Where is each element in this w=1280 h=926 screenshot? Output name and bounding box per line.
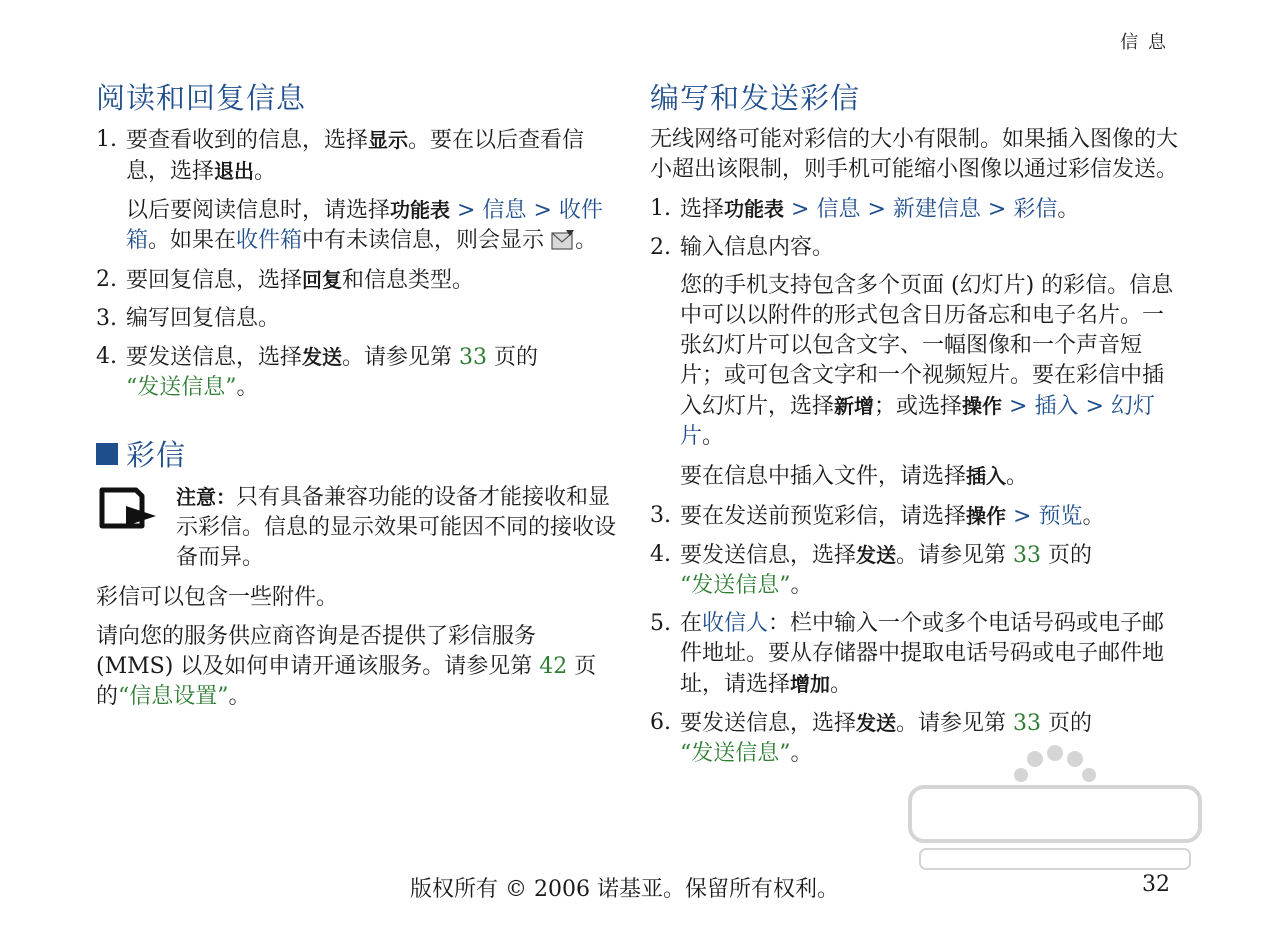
heading-compose-mms: 编写和发送彩信 bbox=[650, 81, 861, 115]
menu-path-link: 收件箱 bbox=[126, 198, 603, 253]
watermark-logo bbox=[905, 745, 1205, 879]
list-item: 3. 要在发送前预览彩信，请选择操作 > 预览。 bbox=[650, 503, 1105, 529]
list-item: 2. 要回复信息，选择回复和信息类型。 bbox=[96, 267, 475, 293]
menu-path-link: 插入 bbox=[1034, 394, 1079, 419]
page-reference: 33 bbox=[1013, 543, 1042, 568]
menu-path-link: 彩信 bbox=[1013, 197, 1058, 222]
list-item: 5. 在收信人：栏中输入一个或多个电话号码或电子邮件地址。要从存储器中提取电话号码或电子邮件地址，请选择增加。 bbox=[650, 611, 1165, 697]
list-item-paragraph: 您的手机支持包含多个页面 (幻灯片) 的彩信。信息中可以以附件的形式包含日历备忘和电子名片。一张幻灯片可以包含文字、一幅图像和一个声音短片；或可包含文字和一个视频短片。要在彩信中插入幻灯片，选择新增；或选择操作 > 插入 > 幻灯片。 bbox=[680, 273, 1174, 449]
page-reference: 42 bbox=[539, 654, 568, 679]
list-item: 4. 要发送信息，选择发送。请参见第 33 页的 “发送信息”。 bbox=[96, 344, 539, 400]
section-square-icon bbox=[96, 443, 118, 465]
running-header: 信 息 bbox=[1120, 32, 1168, 53]
menu-path-link: 新建信息 bbox=[892, 197, 981, 222]
menu-path-link: 信息 bbox=[482, 198, 527, 223]
list-item-paragraph: 要在信息中插入文件，请选择插入。 bbox=[680, 464, 1029, 489]
list-item: 1. 选择功能表 > 信息 > 新建信息 > 彩信。 bbox=[650, 196, 1080, 222]
heading-mms: 彩信 bbox=[96, 433, 620, 474]
cross-reference-link: “发送信息” bbox=[680, 741, 791, 766]
unread-message-icon bbox=[551, 230, 575, 252]
list-item: 6. 要发送信息，选择发送。请参见第 33 页的 “发送信息”。 bbox=[650, 710, 1093, 766]
list-item: 4. 要发送信息，选择发送。请参见第 33 页的 “发送信息”。 bbox=[650, 542, 1093, 598]
heading-read-reply: 阅读和回复信息 bbox=[96, 81, 307, 115]
page-reference: 33 bbox=[1013, 711, 1042, 736]
list-item: 3. 编写回复信息。 bbox=[96, 306, 281, 331]
cross-reference-link: “发送信息” bbox=[126, 375, 237, 400]
menu-path-link: 信息 bbox=[816, 197, 861, 222]
menu-path-link: 预览 bbox=[1038, 504, 1083, 529]
list-item: 1. 要查看收到的信息，选择显示。要在以后查看信息，选择退出。 bbox=[96, 127, 585, 184]
paragraph: 无线网络可能对彩信的大小有限制。如果插入图像的大小超出该限制，则手机可能缩小图像以通过彩信发送。 bbox=[650, 127, 1179, 182]
left-column bbox=[96, 70, 620, 721]
copyright-footer: 版权所有 © 2006 诺基亚。保留所有权利。 bbox=[410, 877, 839, 902]
menu-path-link: 幻灯片 bbox=[680, 394, 1155, 449]
right-column bbox=[650, 70, 1180, 777]
list-item: 2. 输入信息内容。 bbox=[650, 235, 835, 260]
note-box: 注意：只有具备兼容功能的设备才能接收和显示彩信。信息的显示效果可能因不同的接收设备而异。 bbox=[96, 482, 620, 573]
paragraph: 彩信可以包含一些附件。 bbox=[96, 585, 339, 610]
page-reference: 33 bbox=[459, 345, 488, 370]
note-icon bbox=[96, 482, 176, 573]
paragraph: 请向您的服务供应商咨询是否提供了彩信服务 (MMS) 以及如何申请开通该服务。请参见第 42 页的“信息设置”。 bbox=[96, 624, 597, 709]
cross-reference-link: “信息设置” bbox=[118, 684, 229, 709]
cross-reference-link: “发送信息” bbox=[680, 573, 791, 598]
list-item-paragraph: 以后要阅读信息时，请选择功能表 > 信息 > 收件箱。如果在收件箱中有未读信息，则会显示 。 bbox=[126, 198, 603, 253]
page-number: 32 bbox=[1142, 872, 1170, 897]
